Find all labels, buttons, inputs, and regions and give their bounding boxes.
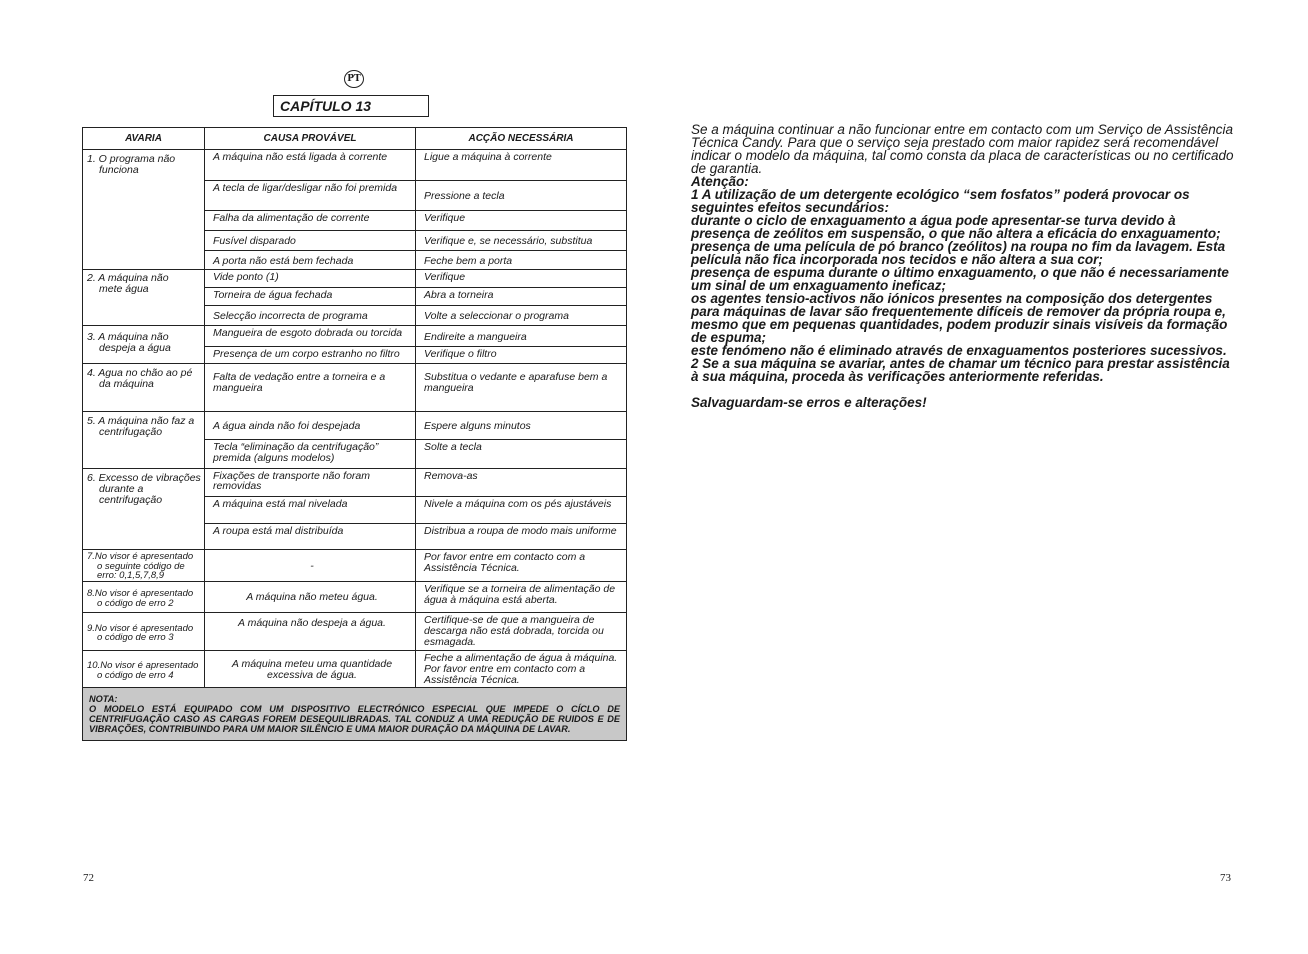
note-box — [83, 687, 627, 740]
action-cell: Verifique — [416, 211, 627, 231]
fault-cell — [83, 612, 205, 650]
action-cell: Nivele a máquina com os pés ajustáveis — [416, 497, 627, 524]
table-row — [83, 270, 627, 288]
cause-cell: Falha da alimentação de corrente — [205, 211, 416, 231]
fault-text: 2. A máquina não — [87, 272, 169, 284]
cause-cell: A máquina não meteu água. — [205, 581, 416, 612]
fault-text: 6. Excesso de vibrações — [87, 472, 201, 484]
cause-cell: Torneira de água fechada — [205, 288, 416, 306]
effect-item: presença de espuma durante o último enxaguamento, o que não é necessariamente um sinal de um enxaguamento ineficaz; — [691, 265, 1229, 293]
attention-heading: Atenção: — [691, 174, 749, 189]
cause-cell: Fusível disparado — [205, 231, 416, 251]
action-cell: Substitua o vedante e aparafuse bem a mangueira — [416, 364, 627, 412]
action-cell: Feche bem a porta — [416, 251, 627, 270]
note-row — [83, 687, 627, 740]
table-row — [83, 469, 627, 497]
table-row — [83, 612, 627, 650]
page-number-left: 72 — [83, 872, 94, 884]
fault-text: 3. A máquina não — [87, 331, 169, 343]
point-2: 2 Se a sua máquina se avariar, antes de chamar um técnico para prestar assistência à sua máquina, proceda às verificações anteriormente referidas. — [691, 356, 1230, 384]
fault-text: 8.No visor é apresentado — [87, 588, 194, 599]
fault-cell — [83, 550, 205, 582]
chapter-title: CAPÍTULO 13 — [273, 95, 429, 117]
fault-cell — [83, 581, 205, 612]
page-number-right: 73 — [1220, 872, 1231, 884]
action-cell: Distribua a roupa de modo mais uniforme — [416, 524, 627, 550]
cause-cell: A porta não está bem fechada — [205, 251, 416, 270]
cause-cell: Falta de vedação entre a torneira e a mangueira — [205, 364, 416, 412]
right-column-text — [691, 123, 1237, 409]
troubleshooting-table — [82, 127, 627, 741]
action-cell: Abra a torneira — [416, 288, 627, 306]
fault-text: erro: 0,1,5,7,8,9 — [97, 570, 165, 581]
fault-text: o código de erro 3 — [97, 632, 174, 643]
fault-text: 5. A máquina não faz a — [87, 415, 195, 427]
cause-cell: - — [205, 550, 416, 582]
table-row — [83, 364, 627, 412]
column-header-fault: AVARIA — [83, 128, 205, 150]
fault-cell — [83, 412, 205, 469]
table-row — [83, 150, 627, 181]
fault-cell — [83, 150, 205, 270]
action-cell: Remova-as — [416, 469, 627, 497]
action-cell: Endireite a mangueira — [416, 326, 627, 347]
table-header-row — [83, 128, 627, 150]
fault-cell — [83, 364, 205, 412]
cause-cell: Fixações de transporte não foram removidas — [205, 469, 416, 497]
table-row — [83, 581, 627, 612]
cause-cell: A máquina meteu uma quantidade excessiva de água. — [205, 650, 416, 687]
action-cell: Ligue a máquina à corrente — [416, 150, 627, 181]
table-row — [83, 412, 627, 440]
disclaimer: Salvaguardam-se erros e alterações! — [691, 395, 927, 410]
note-title: NOTA: — [89, 693, 118, 704]
note-text: O MODELO ESTÁ EQUIPADO COM UM DISPOSITIVO ELECTRÓNICO ESPECIAL QUE IMPEDE O CÍCLO DE CENTRIFUGAÇÃO CASO AS CARGAS FOREM DESEQUILIBRADAS. TAL CONDUZ A UMA REDUÇÃO DE RUIDOS E DE VIBRAÇÕES, CONTRIBUINDO PARA UM MAIOR SILÊNCIO E UMA MAIOR DURAÇÃO DA MÁQUINA DE LAVAR. — [89, 703, 620, 734]
cause-cell: A máquina está mal nivelada — [205, 497, 416, 524]
fault-text: durante a — [99, 483, 144, 495]
fault-cell — [83, 270, 205, 326]
action-cell: Feche a alimentação de água à máquina. Por favor entre em contacto com a Assistência Técnica. — [416, 650, 627, 687]
cause-cell: A máquina não despeja a água. — [205, 612, 416, 650]
fault-text: centrifugação — [99, 494, 163, 506]
fault-text: 9.No visor é apresentado — [87, 622, 194, 634]
action-cell: Solte a tecla — [416, 440, 627, 469]
cause-cell: Vide ponto (1) — [205, 270, 416, 288]
effect-item: este fenómeno não é eliminado através de enxaguamentos posteriores sucessivos. — [691, 343, 1227, 358]
fault-text: mete água — [99, 283, 149, 295]
action-cell: Verifique e, se necessário, substitua — [416, 231, 627, 251]
fault-cell — [83, 469, 205, 550]
cause-cell: A tecla de ligar/desligar não foi premida — [205, 181, 416, 211]
fault-text: 4. Agua no chão ao pé — [87, 367, 193, 379]
fault-cell — [83, 326, 205, 364]
action-cell: Por favor entre em contacto com a Assistência Técnica. — [416, 550, 627, 582]
point-1: 1 A utilização de um detergente ecológico “sem fosfatos” poderá provocar os seguintes efeitos secundários: — [691, 187, 1190, 215]
action-cell: Certifique-se de que a mangueira de descarga não está dobrada, torcida ou esmagada. — [416, 612, 627, 650]
action-cell: Espere alguns minutos — [416, 412, 627, 440]
cause-cell: Selecção incorrecta de programa — [205, 306, 416, 326]
action-cell: Verifique — [416, 270, 627, 288]
language-badge: PT — [344, 70, 364, 88]
fault-text: 7.No visor é apresentado — [87, 551, 194, 562]
cause-cell: A roupa está mal distribuída — [205, 524, 416, 550]
fault-text: 1. O programa não — [87, 153, 176, 165]
intro-paragraph: Se a máquina continuar a não funcionar entre em contacto com um Serviço de Assistência Técnica Candy. Para que o serviço seja prestado com maior rapidez será recomendável indicar o modelo da máquina, tal como consta da placa de características ou no certificado de garantia. — [691, 122, 1234, 176]
cause-cell: A máquina não está ligada à corrente — [205, 150, 416, 181]
action-cell: Verifique o filtro — [416, 347, 627, 364]
fault-text: o seguinte código de — [97, 560, 185, 572]
fault-text: 10.No visor é apresentado — [87, 660, 199, 671]
fault-cell — [83, 650, 205, 687]
cause-cell: Tecla “eliminação da centrifugação” premida (alguns modelos) — [205, 440, 416, 469]
column-header-action: ACÇÃO NECESSÁRIA — [416, 128, 627, 150]
fault-text: o código de erro 2 — [97, 597, 174, 609]
action-cell: Verifique se a torneira de alimentação de água à máquina está aberta. — [416, 581, 627, 612]
cause-cell: A água ainda não foi despejada — [205, 412, 416, 440]
effect-item: durante o ciclo de enxaguamento a água pode apresentar-se turva devido à presença de zeólitos em suspensão, o que não altera a eficácia do enxaguamento; — [691, 213, 1221, 241]
table-row — [83, 326, 627, 347]
action-cell: Pressione a tecla — [416, 181, 627, 211]
effect-item: presença de uma película de pó branco (zeólitos) na roupa no fim da lavagem. Esta película não fica incorporada nos tecidos e não altera a sua cor; — [691, 239, 1226, 267]
table-row — [83, 550, 627, 582]
cause-cell: Presença de um corpo estranho no filtro — [205, 347, 416, 364]
fault-text: funciona — [99, 164, 139, 176]
action-cell: Volte a seleccionar o programa — [416, 306, 627, 326]
column-header-cause: CAUSA PROVÁVEL — [205, 128, 416, 150]
cause-cell: Mangueira de esgoto dobrada ou torcida — [205, 326, 416, 347]
effect-item: os agentes tensio-activos não iónicos presentes na composição dos detergentes para máquinas de lavar são frequentemente difíceis de remover da própria roupa e, mesmo que em pequenas quantidades, podem produzir sinais visíveis da formação de espuma; — [691, 291, 1228, 345]
fault-text: da máquina — [99, 378, 154, 390]
fault-text: o código de erro 4 — [97, 669, 174, 681]
fault-text: despeja a água — [99, 342, 171, 354]
table-row — [83, 650, 627, 687]
fault-text: centrifugação — [99, 426, 163, 438]
